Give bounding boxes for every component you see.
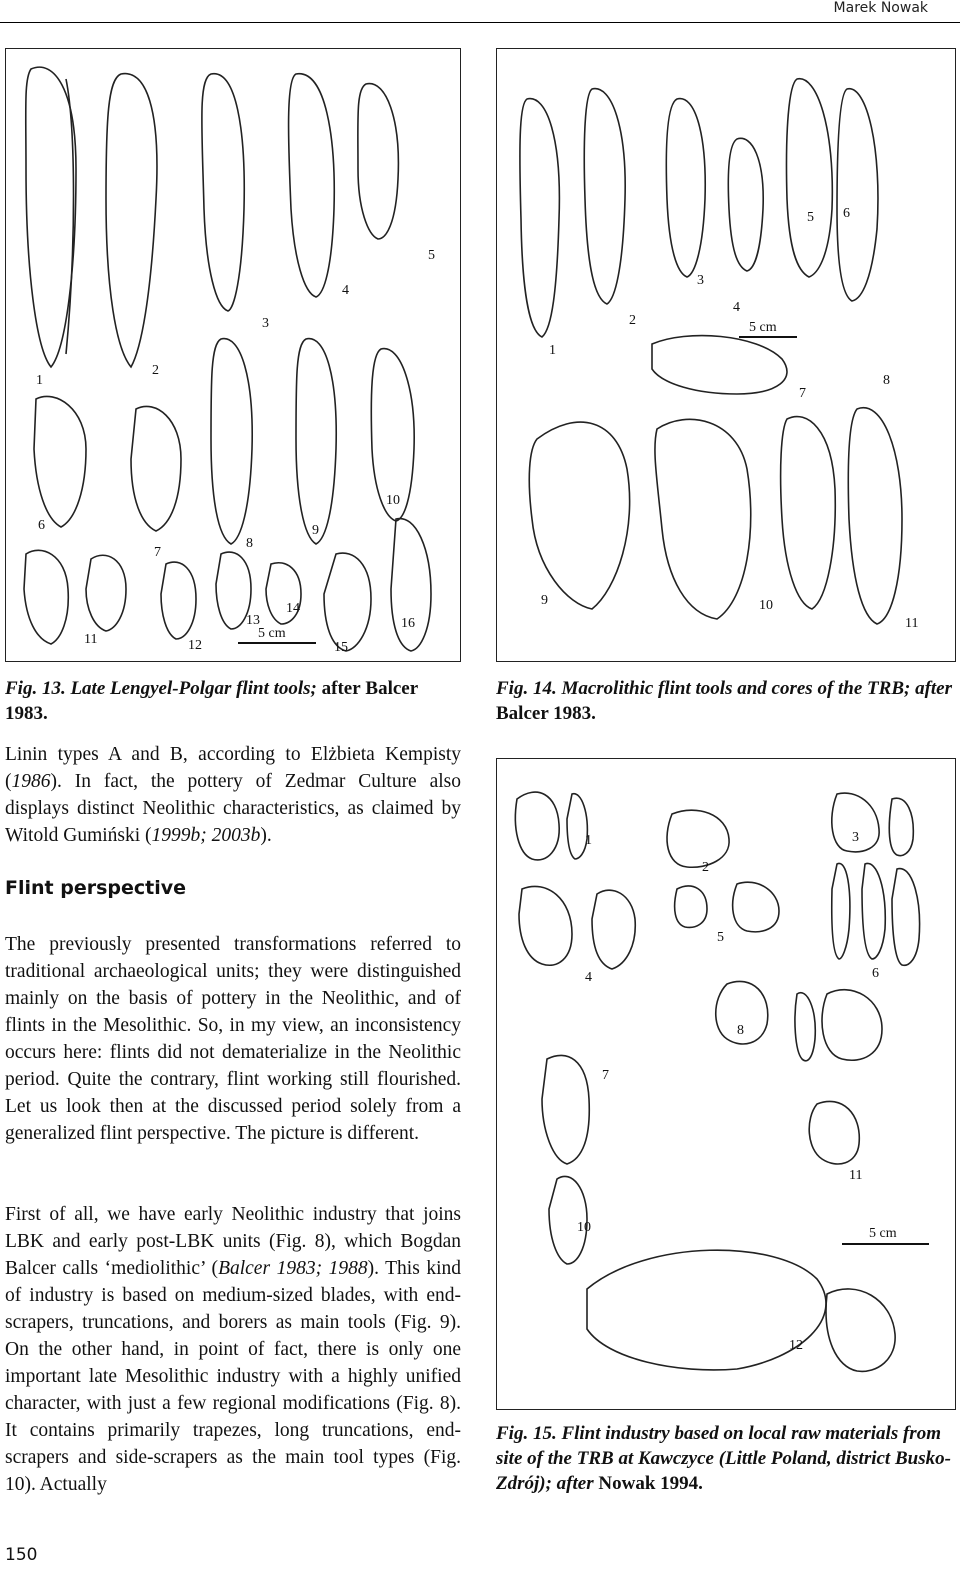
tool-drawing (592, 890, 635, 969)
fig-number: 1 (36, 373, 43, 388)
tool-drawing (795, 993, 815, 1061)
tool-drawing (106, 74, 157, 367)
figure-13-illustration (5, 48, 461, 662)
citation: Balcer 1983; 1988 (218, 1258, 368, 1279)
text-run: ). This kind of industry is based on medium-sized blades, with end-scrapers, truncations, and borers as main tools (Fig. 9). On the other hand, in point of fact, there is only one important late Mesolithic industry with a highly unified character, with just a few regional modifications (Fig. 8). It contains primarily trapezes, long truncations, end-scrapers and side-scrapers as the main tool types (Fig. 10). Actually (5, 1258, 461, 1495)
tool-drawing (667, 810, 729, 867)
text-run: Linin types A and B, according to Elżbieta Kempisty ( (5, 744, 461, 792)
citation: 1999b; 2003b (151, 825, 261, 846)
running-head-author: Marek Nowak (833, 0, 928, 16)
caption-label: Fig. 14. (496, 678, 557, 699)
figure-15-drawing (497, 759, 955, 1409)
caption-title: Flint industry based on local raw materials from site of the TRB at Kawczyce (Little Poland, district Busko-Zdrój); after (496, 1423, 951, 1494)
fig-number: 6 (843, 206, 850, 221)
caption-title: Late Lengyel-Polgar flint tools; (70, 678, 317, 699)
figure-13-caption (5, 676, 460, 726)
tool-drawing (832, 863, 850, 959)
fig-number: 5 (428, 248, 435, 263)
citation: 1986 (11, 771, 51, 792)
tool-drawing (24, 550, 68, 644)
tool-drawing (889, 798, 913, 855)
tool-drawing (826, 1289, 895, 1371)
fig-number: 10 (577, 1220, 591, 1235)
tool-drawing (733, 882, 779, 932)
tool-drawing (666, 99, 705, 277)
fig-number: 2 (702, 860, 709, 875)
tool-drawing (86, 555, 126, 631)
tool-drawing (520, 99, 559, 337)
fig-number: 2 (629, 313, 636, 328)
scale-label: 5 cm (869, 1226, 897, 1241)
fig-number: 7 (799, 386, 806, 401)
tool-drawing (289, 74, 335, 297)
scale-label: 5 cm (258, 626, 286, 641)
tool-drawing (892, 869, 920, 966)
caption-source: Balcer 1983. (496, 703, 596, 724)
text-run: First of all, we have early Neolithic industry that joins LBK and early post-LBK units (Fig. 8), which Bogdan Balcer calls ‘mediolithic’ ( (5, 1204, 461, 1279)
tool-drawing (391, 519, 431, 651)
fig-number: 9 (312, 523, 319, 538)
tool-drawing (655, 419, 751, 619)
caption-source: Nowak 1994. (598, 1473, 703, 1494)
tool-drawing (822, 990, 882, 1061)
tool-drawing (848, 408, 902, 624)
tool-drawing (584, 89, 625, 304)
fig-number: 10 (759, 598, 773, 613)
fig-number: 8 (883, 373, 890, 388)
fig-number: 5 (807, 210, 814, 225)
fig-number: 4 (733, 300, 740, 315)
section-heading: Flint perspective (5, 877, 187, 899)
paragraph-linin (5, 741, 461, 849)
tool-drawing (529, 422, 629, 609)
fig-number: 14 (286, 601, 300, 616)
fig-number: 11 (849, 1168, 863, 1183)
figure-14-drawing (497, 49, 955, 661)
figure-14-caption (496, 676, 954, 726)
tool-drawing (786, 79, 832, 277)
tool-drawing (324, 553, 371, 651)
fig-number: 10 (386, 493, 400, 508)
tool-drawing (781, 417, 836, 609)
fig-number: 12 (789, 1338, 803, 1353)
tool-drawing (728, 138, 763, 271)
fig-number: 16 (401, 616, 415, 631)
page-number: 150 (5, 1545, 38, 1565)
fig-number: 12 (188, 638, 202, 653)
tool-drawing (131, 406, 181, 531)
figure-13-drawing (6, 49, 460, 661)
fig-number: 3 (262, 316, 269, 331)
tool-drawing (515, 792, 559, 860)
fig-number: 6 (38, 518, 45, 533)
fig-number: 2 (152, 363, 159, 378)
tool-drawing (837, 89, 878, 301)
tool-drawing (519, 886, 572, 965)
figure-14-illustration (496, 48, 956, 662)
caption-source: Balcer 1983. (5, 678, 418, 724)
tool-drawing (675, 886, 707, 927)
fig-number: 4 (585, 970, 592, 985)
fig-number: 6 (872, 966, 879, 981)
fig-number: 15 (334, 640, 348, 655)
tool-drawing (296, 339, 336, 544)
scale-label: 5 cm (749, 320, 777, 335)
fig-number: 7 (602, 1068, 609, 1083)
text-run: ). In fact, the pottery of Zedmar Culture also displays distinct Neolithic characteristics, as claimed by Witold Gumiński ( (5, 771, 461, 846)
fig-number: 13 (246, 613, 260, 628)
figure-15-caption (496, 1421, 954, 1496)
fig-number: 1 (585, 833, 592, 848)
caption-label: Fig. 15. (496, 1423, 557, 1444)
fig-number: 9 (541, 593, 548, 608)
fig-number: 3 (697, 273, 704, 288)
tool-drawing (161, 562, 196, 639)
figure-15-illustration (496, 758, 956, 1410)
fig-number: 5 (717, 930, 724, 945)
fig-number: 3 (852, 830, 859, 845)
fig-number: 1 (549, 343, 556, 358)
caption-title: Macrolithic flint tools and cores of the TRB; after (561, 678, 953, 699)
fig-number: 11 (905, 616, 919, 631)
fig-number: 8 (737, 1023, 744, 1038)
tool-drawing (809, 1101, 859, 1164)
tool-drawing (34, 396, 86, 527)
paragraph-flint-perspective: The previously presented transformations referred to traditional archaeological units; they were distinguished mainly on the basis of pottery in the Neolithic, and of flints in the Mesolithic. So, in my view, an inconsistency occurs here: flints did not dematerialize in the Neolithic period. Quite the contrary, flint working still flourished. Let us look then at the discussed period solely from a generalized flint perspective. The picture is different. (5, 934, 461, 1144)
tool-drawing (211, 339, 252, 544)
tool-drawing (202, 74, 244, 311)
fig-number: 8 (246, 536, 253, 551)
tool-drawing (862, 863, 885, 959)
text-run: ). (260, 825, 272, 846)
fig-number: 7 (154, 545, 161, 560)
caption-after: after (321, 678, 361, 699)
paragraph-first-of-all (5, 1201, 461, 1498)
tool-drawing (567, 794, 587, 859)
tool-drawing (542, 1055, 589, 1164)
fig-number: 4 (342, 283, 349, 298)
header-rule (0, 22, 960, 23)
fig-number: 11 (84, 632, 98, 647)
caption-label: Fig. 13. (5, 678, 66, 699)
tool-drawing (358, 84, 399, 239)
tool-drawing (652, 336, 787, 394)
